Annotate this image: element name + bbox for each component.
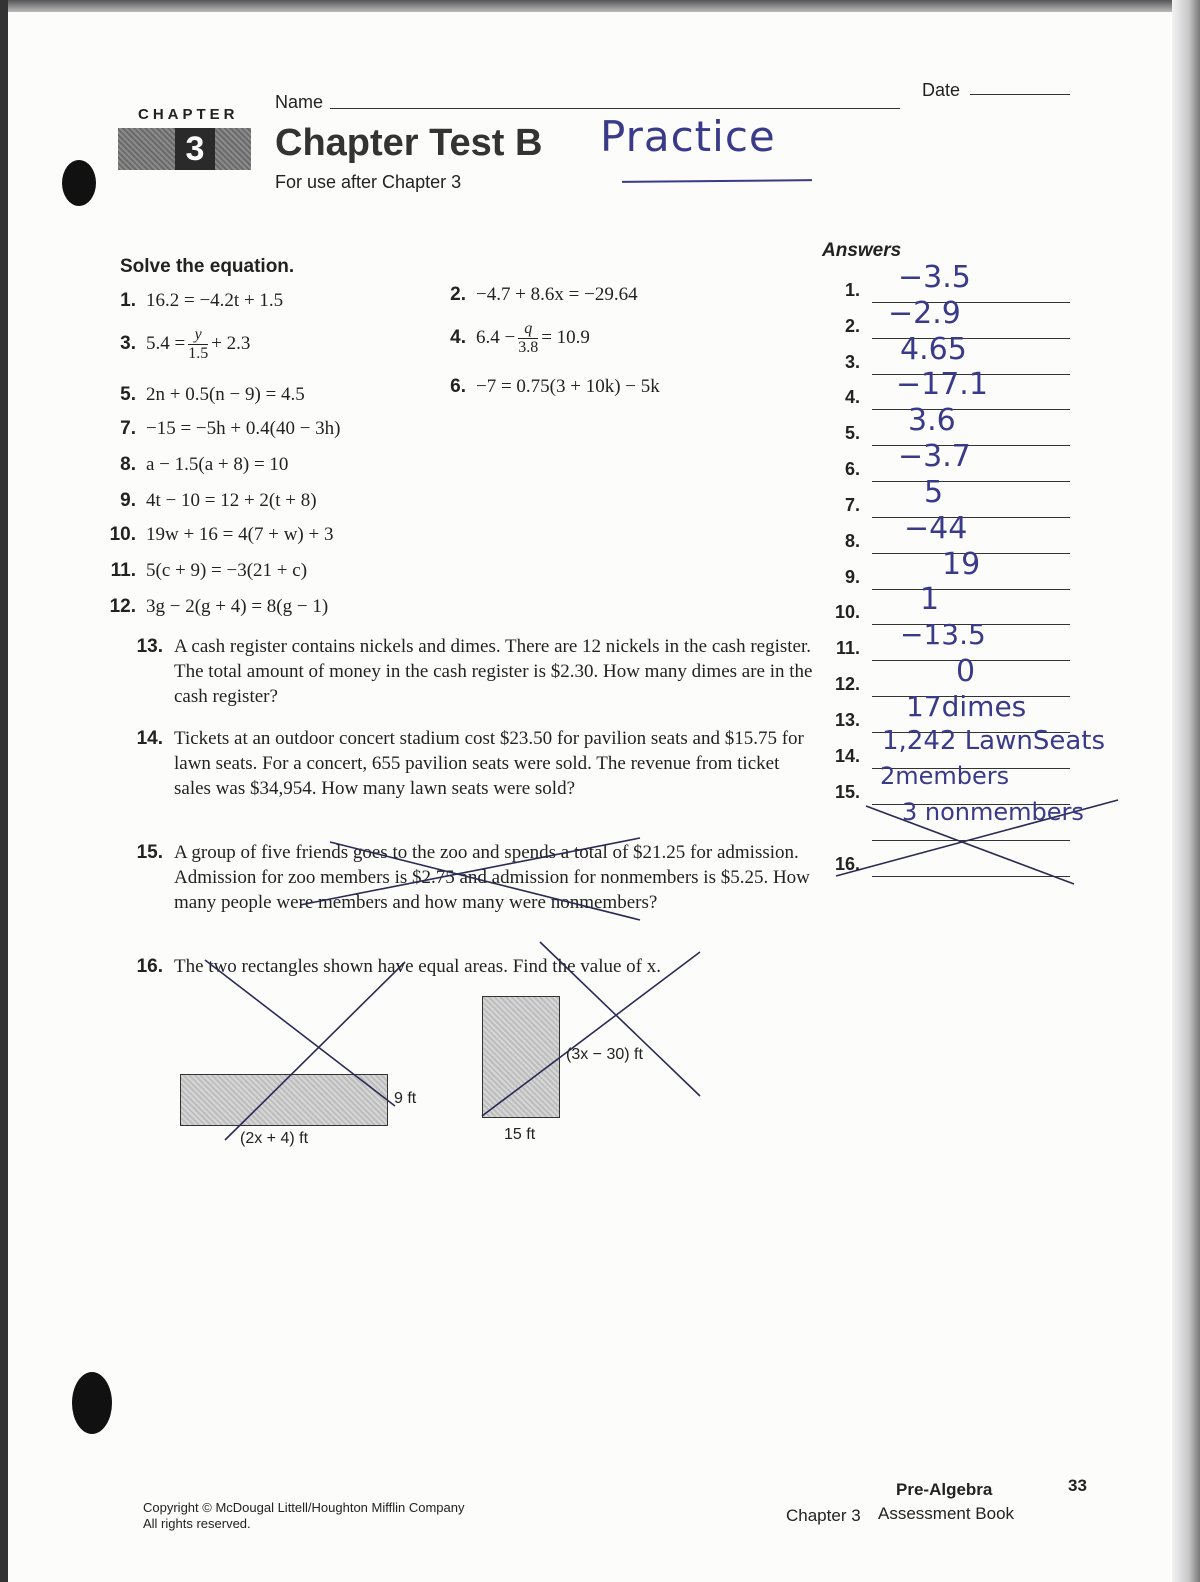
handwritten-title: Practice — [600, 112, 776, 161]
answer-number: 6. — [844, 459, 860, 479]
handwritten-answer: 4.65 — [900, 332, 967, 367]
answer-number: 12. — [834, 674, 860, 694]
chapter-number: 3 — [175, 128, 215, 170]
problem-4: 4. 6.4 − $\frac{q}{3.8}$ = 10.9 — [450, 320, 590, 356]
answer-line[interactable] — [872, 409, 1070, 410]
crossout-figure-right-b — [482, 952, 700, 1116]
problem-6: 6. −7 = 0.75(3 + 10k) − 5k — [450, 376, 660, 397]
problem-15: 15. A group of five friends goes to the zoo and spends a total of $21.25 for admission. Admission for zoo members is $2.75 and admission for nonmembers is $5.25. How many people were members and how many were nonmembers? — [136, 842, 810, 913]
name-label: Name — [275, 92, 324, 112]
copyright-line-2: All rights reserved. — [143, 1516, 251, 1531]
answer-number: 8. — [844, 531, 860, 551]
problem-3: 3. 5.4 = $\frac{y}{1.5}$ + 2.3 — [120, 326, 251, 362]
handwritten-answer: −2.9 — [888, 296, 961, 331]
problem-2: 2. −4.7 + 8.6x = −29.64 — [450, 284, 638, 305]
handwritten-answer: 3 nonmembers — [902, 798, 1084, 826]
problem-9: 9. 4t − 10 = 12 + 2(t + 8) — [120, 490, 317, 511]
answer-number: 2. — [844, 316, 860, 336]
handwritten-answer: −3.5 — [898, 260, 971, 295]
handwritten-answer: 2members — [880, 762, 1010, 790]
copyright-line-1: Copyright © McDougal Littell/Houghton Mifflin Company — [143, 1500, 465, 1515]
handwritten-answer: 3.6 — [908, 403, 956, 438]
copyright — [143, 1500, 465, 1532]
answer-number: 10. — [834, 602, 860, 622]
chapter-label: CHAPTER — [138, 106, 239, 123]
handwritten-answer: −44 — [904, 511, 968, 546]
handwritten-answer: 19 — [942, 547, 981, 582]
problem-10: 10. 19w + 16 = 4(7 + w) + 3 — [109, 524, 334, 545]
handwritten-answer: 1 — [920, 582, 940, 617]
answer-line[interactable] — [872, 589, 1070, 590]
rectangle-2-width-label: 15 ft — [504, 1126, 536, 1143]
date-label: Date — [922, 80, 961, 100]
handwritten-answer: −17.1 — [896, 367, 988, 402]
handwritten-answer: 17dimes — [906, 690, 1027, 723]
problem-1: 1. 16.2 = −4.2t + 1.5 — [120, 290, 284, 311]
instructions: Solve the equation. — [120, 256, 295, 277]
page-number: 33 — [1068, 1476, 1087, 1495]
problem-5: 5. 2n + 0.5(n − 9) = 4.5 — [120, 384, 305, 405]
crossout-figure-left-b — [225, 962, 405, 1140]
answer-number: 13. — [834, 710, 860, 730]
rectangle-1-width-label: (2x + 4) ft — [240, 1130, 309, 1147]
problem-7: 7. −15 = −5h + 0.4(40 − 3h) — [120, 418, 341, 439]
answer-number: 3. — [844, 352, 860, 372]
crossout-figure-right-a — [540, 942, 700, 1096]
problem-12: 12. 3g − 2(g + 4) = 8(g − 1) — [109, 596, 329, 617]
answer-number: 14. — [834, 746, 860, 766]
answer-number: 15. — [834, 782, 860, 802]
answer-line[interactable] — [872, 840, 1070, 841]
answer-number: 7. — [844, 495, 860, 515]
rectangle-1-height-label: 9 ft — [394, 1090, 417, 1107]
answer-number: 16. — [834, 854, 860, 874]
page-title: Chapter Test B — [275, 122, 543, 164]
crossout-figure-left-a — [205, 960, 395, 1106]
handwritten-answer: 1,242 LawnSeats — [882, 726, 1106, 756]
book-subtitle: Assessment Book — [878, 1504, 1015, 1523]
problem-16: 16. The two rectangles shown have equal areas. Find the value of x. — [136, 956, 661, 977]
chapter-reference: Chapter 3 — [786, 1506, 861, 1525]
answers-heading: Answers — [822, 240, 902, 261]
page-subtitle: For use after Chapter 3 — [275, 172, 462, 192]
problem-8: 8. a − 1.5(a + 8) = 10 — [120, 454, 289, 475]
answer-number: 4. — [844, 387, 860, 407]
problem-14: 14. Tickets at an outdoor concert stadium cost $23.50 for pavilion seats and $15.75 for lawn seats. For a concert, 655 pavilion seats were sold. The revenue from ticket sales was $34,954. How many lawn seats were sold? — [136, 728, 804, 799]
crossout-problem-15-b — [330, 842, 640, 920]
answer-number: 5. — [844, 423, 860, 443]
answer-line[interactable] — [872, 876, 1070, 877]
problem-11: 11. 5(c + 9) = −3(21 + c) — [110, 560, 308, 581]
handwritten-answer: 0 — [956, 654, 976, 689]
handwritten-answer: −13.5 — [900, 618, 986, 651]
handwritten-answer: 5 — [924, 475, 944, 510]
problem-13: 13. A cash register contains nickels and dimes. There are 12 nickels in the cash register. The total amount of money in the cash register is $2.30. How many dimes are in the cash register? — [136, 636, 813, 707]
handwritten-answer: −3.7 — [898, 439, 971, 474]
answer-number: 9. — [844, 567, 860, 587]
answer-number: 1. — [844, 280, 860, 300]
rectangle-2-height-label: (3x − 30) ft — [566, 1046, 643, 1063]
answer-number: 11. — [835, 638, 860, 658]
answer-line[interactable] — [872, 517, 1070, 518]
book-title: Pre-Algebra — [896, 1480, 993, 1499]
answer-line[interactable] — [872, 481, 1070, 482]
